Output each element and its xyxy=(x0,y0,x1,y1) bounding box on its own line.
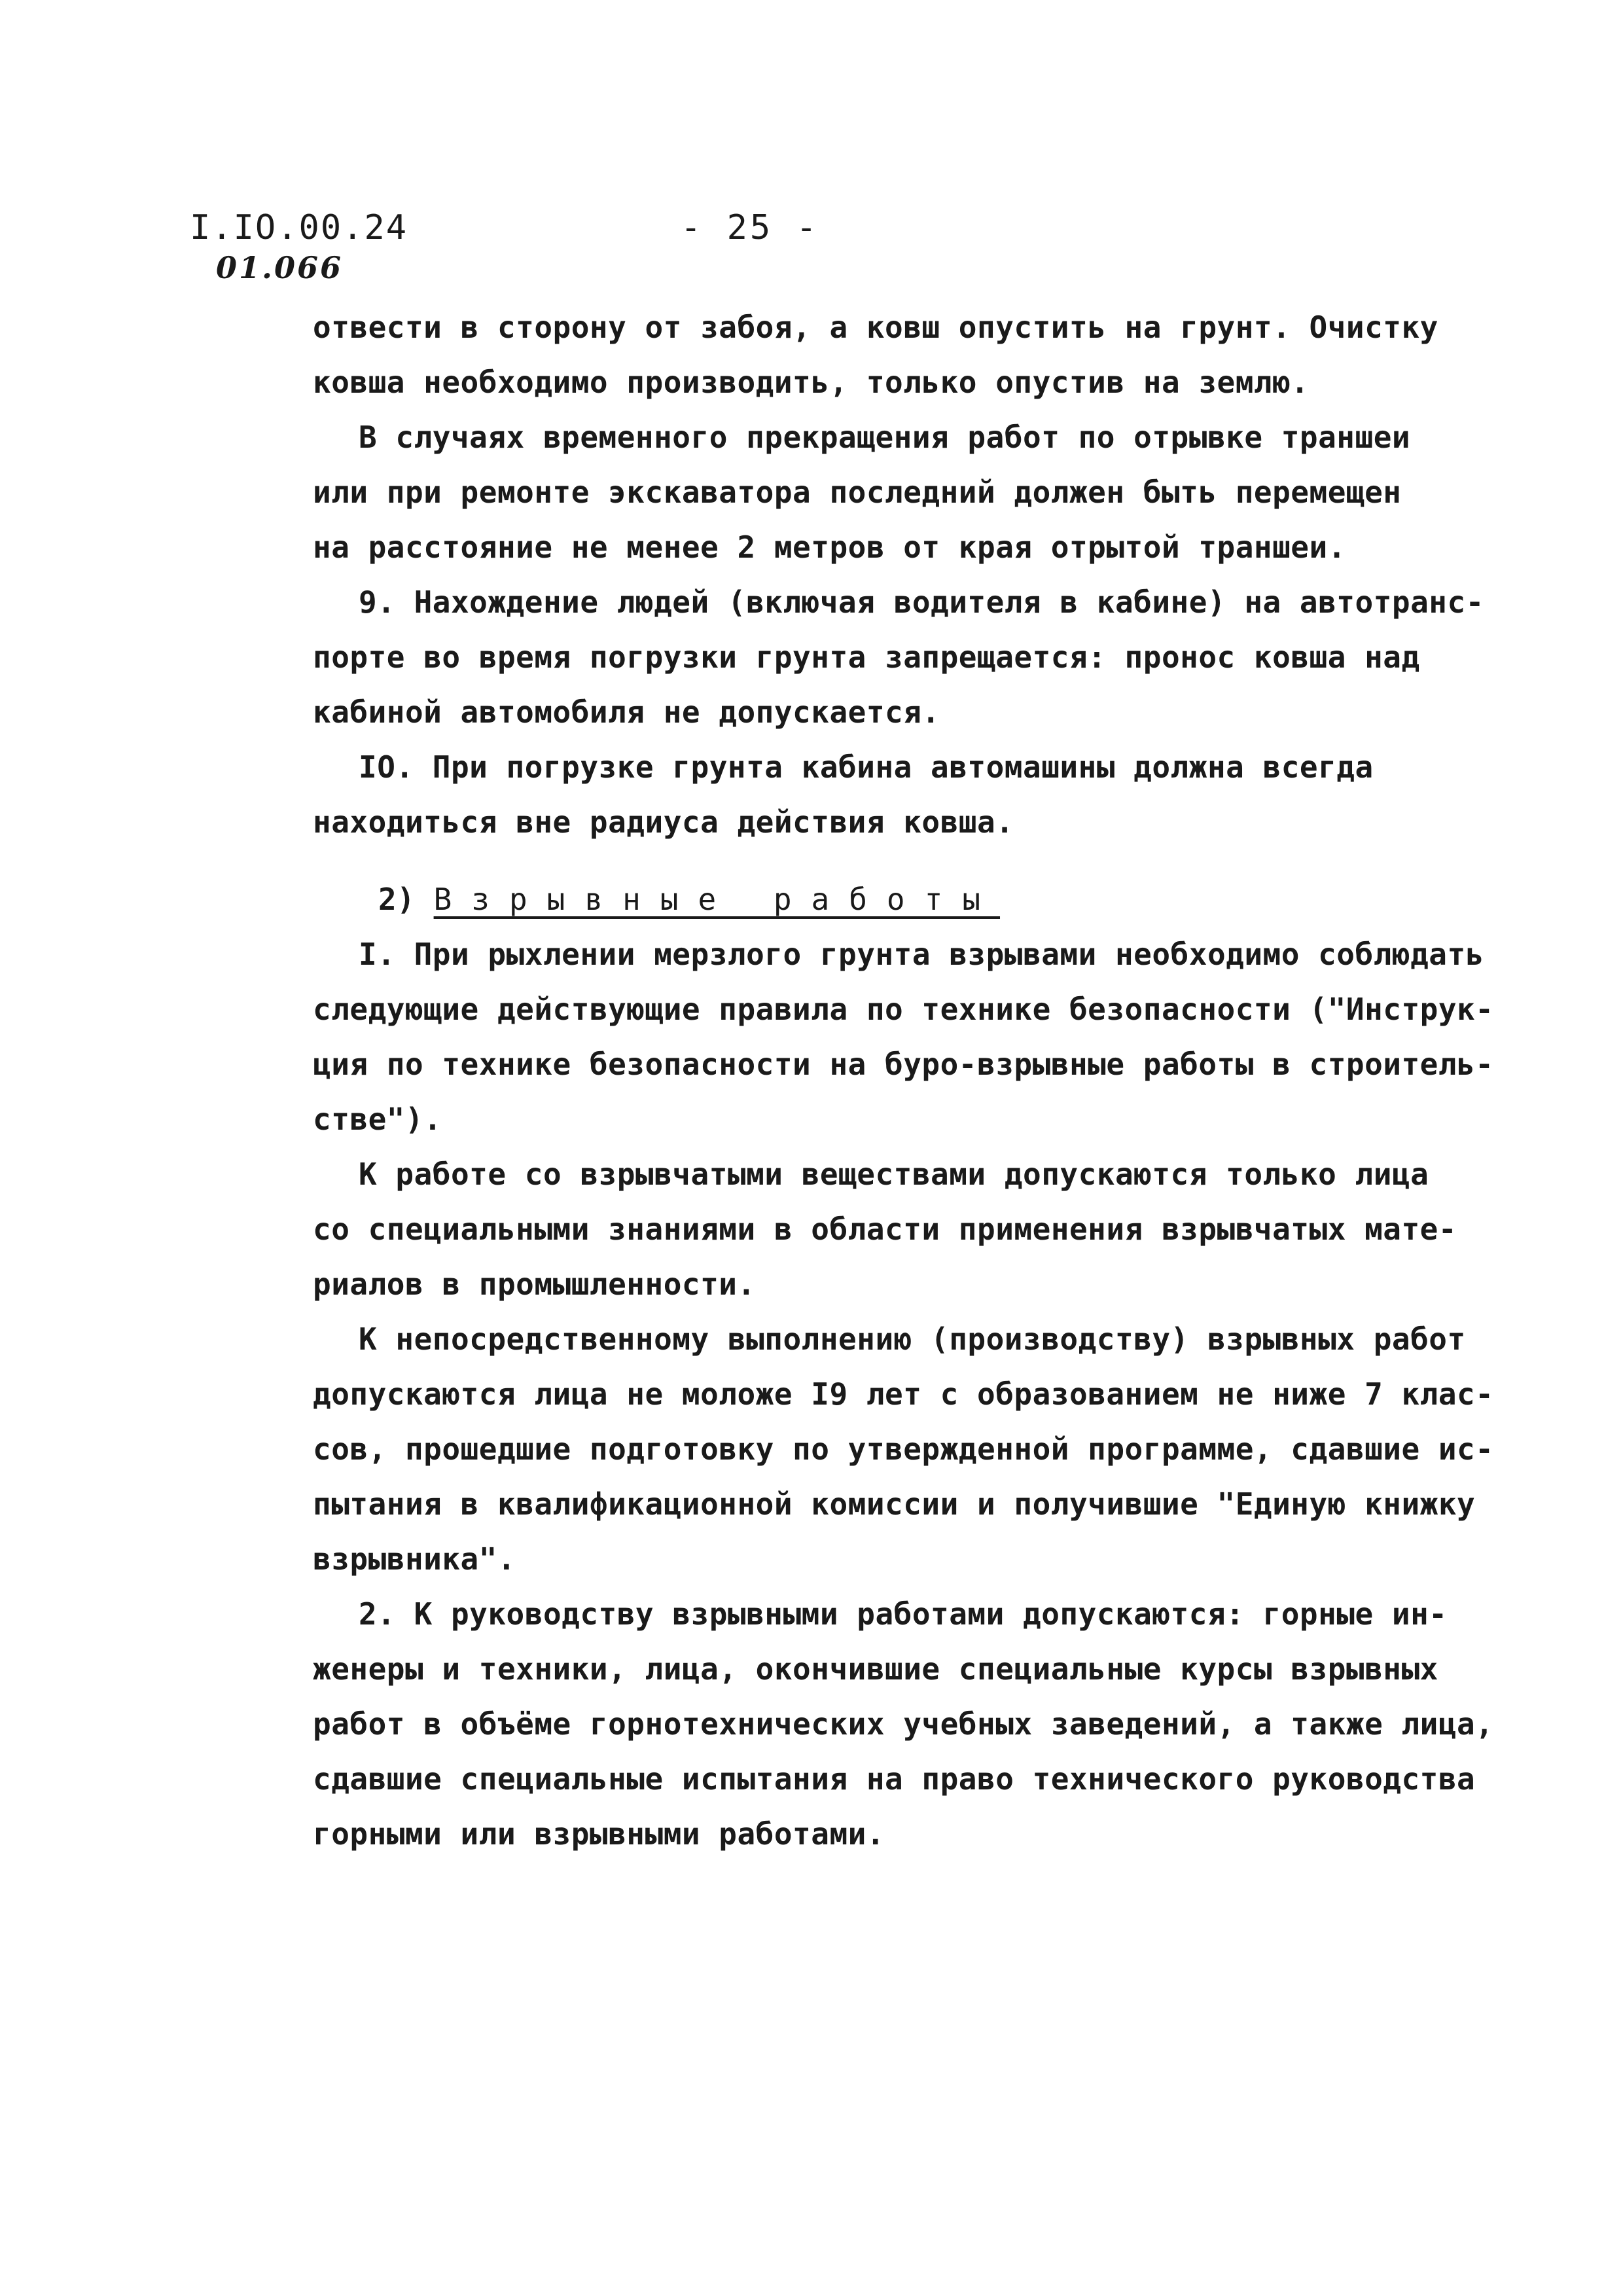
text-line: К непосредственному выполнению (производству) взрывных работ xyxy=(359,1321,1466,1357)
text-line: стве"). xyxy=(313,1102,442,1137)
text-line: горными или взрывными работами. xyxy=(313,1816,885,1852)
text-line: отвести в сторону от забоя, а ковш опустить на грунт. Очистку xyxy=(313,310,1438,345)
handwritten-annotation: 01.066 xyxy=(216,250,344,285)
document-code: I.IO.00.24 xyxy=(190,208,408,247)
text-line: К работе со взрывчатыми веществами допускаются только лица xyxy=(359,1157,1429,1192)
document-body xyxy=(313,300,1494,1861)
paragraph xyxy=(313,1312,1494,1587)
section-heading xyxy=(313,872,1425,927)
text-line: на расстояние не менее 2 метров от края отрытой траншеи. xyxy=(313,529,1346,565)
text-line: 9. Нахождение людей (включая водителя в кабине) на автотранс- xyxy=(359,584,1484,620)
text-line: В случаях временного прекращения работ по отрывке траншеи xyxy=(359,420,1411,455)
text-line: ковша необходимо производить, только опустив на землю. xyxy=(313,365,1310,400)
text-line: находиться вне радиуса действия ковша. xyxy=(313,804,1014,840)
text-line: допускаются лица не моложе I9 лет с образованием не ниже 7 клас- xyxy=(313,1376,1494,1412)
paragraph xyxy=(313,575,1484,740)
paragraph xyxy=(313,300,1438,410)
text-line: риалов в промышленности. xyxy=(313,1266,756,1302)
text-line: пытания в квалификационной комиссии и получившие "Единую книжку xyxy=(313,1486,1476,1522)
text-line: со специальными знаниями в области применения взрывчатых мате- xyxy=(313,1211,1457,1247)
section-title: Взрывные работы xyxy=(433,882,1001,917)
spacer xyxy=(313,850,1425,872)
text-line: взрывника". xyxy=(313,1541,516,1577)
paragraph xyxy=(313,1147,1457,1312)
text-line: 2. К руководству взрывными работами допускаются: горные ин- xyxy=(359,1596,1448,1632)
text-line: работ в объёме горнотехнических учебных заведений, а также лица, xyxy=(313,1706,1494,1742)
section-number: 2) xyxy=(378,882,416,917)
text-line: или при ремонте экскаватора последний должен быть перемещен xyxy=(313,475,1402,510)
paragraph xyxy=(313,740,1425,850)
page-number: - 25 - xyxy=(681,208,819,247)
text-line: женеры и техники, лица, окончившие специальные курсы взрывных xyxy=(313,1651,1438,1687)
text-line: IO. При погрузке грунта кабина автомашины должна всегда xyxy=(359,749,1374,785)
text-line: ция по технике безопасности на буро-взрывные работы в строитель- xyxy=(313,1047,1494,1082)
paragraph xyxy=(313,927,1494,1147)
text-line: I. При рыхлении мерзлого грунта взрывами необходимо соблюдать xyxy=(359,937,1484,972)
paragraph xyxy=(313,1587,1494,1861)
paragraph xyxy=(313,410,1425,575)
text-line: сов, прошедшие подготовку по утвержденной программе, сдавшие ис- xyxy=(313,1431,1494,1467)
text-line: кабиной автомобиля не допускается. xyxy=(313,694,940,730)
text-line: следующие действующие правила по технике безопасности ("Инструк- xyxy=(313,992,1494,1027)
text-line: сдавшие специальные испытания на право технического руководства xyxy=(313,1761,1476,1797)
text-line: порте во время погрузки грунта запрещается: пронос ковша над xyxy=(313,639,1420,675)
